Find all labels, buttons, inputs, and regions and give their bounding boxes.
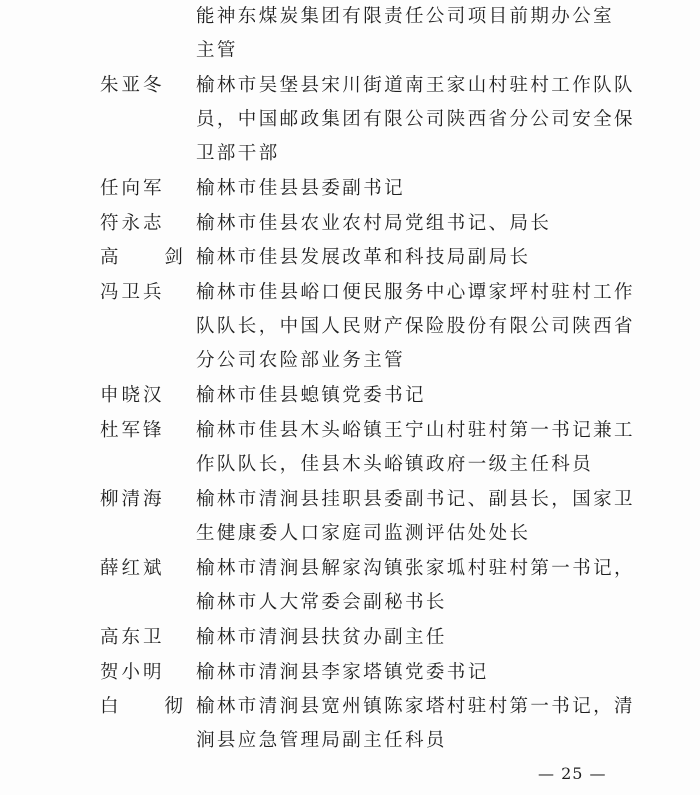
- entry-name: 任向军: [100, 178, 165, 199]
- entry-name: 柳清海: [100, 489, 165, 510]
- entry-description-line: 榆林市清涧县李家塔镇党委书记: [196, 662, 489, 683]
- entry-name: 薛红斌: [100, 558, 165, 579]
- entry-description-line: 榆林市佳县木头峪镇王宁山村驻村第一书记兼工: [196, 420, 635, 441]
- page-number: — 25 —: [538, 764, 607, 783]
- entry-name: 白 彻: [100, 696, 203, 717]
- entry-description-line: 榆林市佳县峪口便民服务中心谭家坪村驻村工作: [196, 282, 635, 303]
- entry-description-line: 榆林市清涧县解家沟镇张家坬村驻村第一书记，: [196, 558, 635, 579]
- entry-name: 冯卫兵: [100, 282, 165, 303]
- entry-description-line: 队队长，中国人民财产保险股份有限公司陕西省: [196, 316, 635, 337]
- entry-name: 朱亚冬: [100, 75, 165, 96]
- entry-name: 高 剑: [100, 247, 203, 268]
- entry-description-line: 分公司农险部业务主管: [196, 350, 406, 371]
- entry-description-line: 员，中国邮政集团有限公司陕西省分公司安全保: [196, 109, 635, 130]
- entry-description-line: 榆林市清涧县扶贫办副主任: [196, 627, 447, 648]
- entry-description-line: 卫部干部: [196, 143, 280, 164]
- entry-name: 申晓汉: [100, 385, 165, 406]
- entry-description-line: 榆林市吴堡县宋川街道南王家山村驻村工作队队: [196, 75, 635, 96]
- entry-name: 贺小明: [100, 662, 165, 683]
- entry-name: 杜军锋: [100, 420, 165, 441]
- entry-description-line: 主管: [196, 40, 238, 61]
- entry-description-line: 涧县应急管理局副主任科员: [196, 730, 447, 751]
- entry-name: 符永志: [100, 213, 165, 234]
- entry-description-line: 生健康委人口家庭司监测评估处处长: [196, 523, 531, 544]
- entry-name: 高东卫: [100, 627, 165, 648]
- entry-description-line: 榆林市佳县农业农村局党组书记、局长: [196, 213, 552, 234]
- entry-description-line: 榆林市清涧县挂职县委副书记、副县长，国家卫: [196, 489, 635, 510]
- entry-description-line: 榆林市佳县发展改革和科技局副局长: [196, 247, 531, 268]
- entry-description-line: 榆林市人大常委会副秘书长: [196, 592, 447, 613]
- entry-description-line: 榆林市清涧县宽州镇陈家塔村驻村第一书记，清: [196, 696, 635, 717]
- entry-description-line: 作队队长，佳县木头峪镇政府一级主任科员: [196, 454, 594, 475]
- entry-description-line: 榆林市佳县县委副书记: [196, 178, 406, 199]
- entry-description-line: 榆林市佳县螅镇党委书记: [196, 385, 426, 406]
- entry-description-line: 能神东煤炭集团有限责任公司项目前期办公室: [196, 6, 615, 27]
